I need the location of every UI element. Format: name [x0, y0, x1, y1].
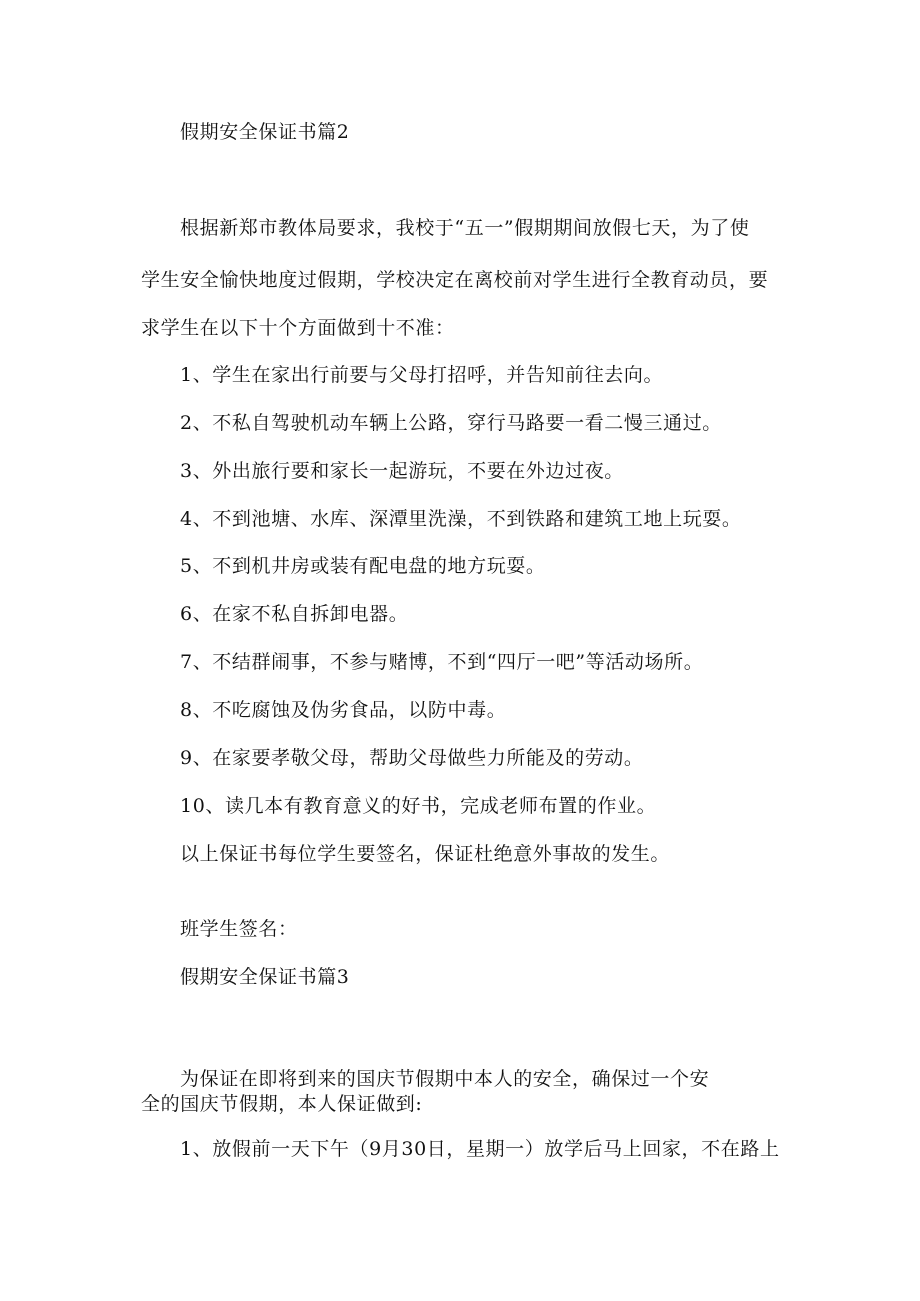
section3-title: 假期安全保证书篇3 — [180, 966, 350, 988]
section2-intro-line: 求学生在以下十个方面做到十不准： — [141, 317, 455, 339]
section2-rule: 10、读几本有教育意义的好书，完成老师布置的作业。 — [180, 795, 657, 817]
section2-title: 假期安全保证书篇2 — [180, 121, 350, 143]
section2-rule: 4、不到池塘、水库、深潭里洗澡，不到铁路和建筑工地上玩耍。 — [180, 508, 742, 530]
section2-rule: 1、学生在家出行前要与父母打招呼，并告知前往去向。 — [180, 364, 664, 386]
section2-closing: 以上保证书每位学生要签名，保证杜绝意外事故的发生。 — [180, 843, 671, 865]
section2-rule: 8、不吃腐蚀及伪劣食品，以防中毒。 — [180, 699, 507, 721]
section3-intro-line: 为保证在即将到来的国庆节假期中本人的安全，确保过一个安 — [180, 1068, 710, 1090]
signature-label: 班学生签名： — [180, 918, 298, 940]
section2-rule: 7、不结群闹事，不参与赌博，不到“四厅一吧”等活动场所。 — [180, 651, 704, 673]
section2-rule: 9、在家要孝敬父母，帮助父母做些力所能及的劳动。 — [180, 747, 644, 769]
section2-rule: 5、不到机井房或装有配电盘的地方玩耍。 — [180, 555, 546, 577]
section2-rule: 2、不私自驾驶机动车辆上公路，穿行马路要一看二慢三通过。 — [180, 412, 722, 434]
section3-rule: 1、放假前一天下午（9月30日，星期一）放学后马上回家，不在路上 — [180, 1138, 780, 1160]
section2-rule: 6、在家不私自拆卸电器。 — [180, 603, 409, 625]
section2-rule: 3、外出旅行要和家长一起游玩，不要在外边过夜。 — [180, 460, 624, 482]
section2-intro-line: 根据新郑市教体局要求，我校于“五一”假期期间放假七天，为了使 — [180, 217, 750, 239]
section2-intro-line: 学生安全愉快地度过假期，学校决定在离校前对学生进行全教育动员，要 — [141, 269, 769, 291]
section3-intro-line: 全的国庆节假期，本人保证做到: — [141, 1093, 423, 1115]
